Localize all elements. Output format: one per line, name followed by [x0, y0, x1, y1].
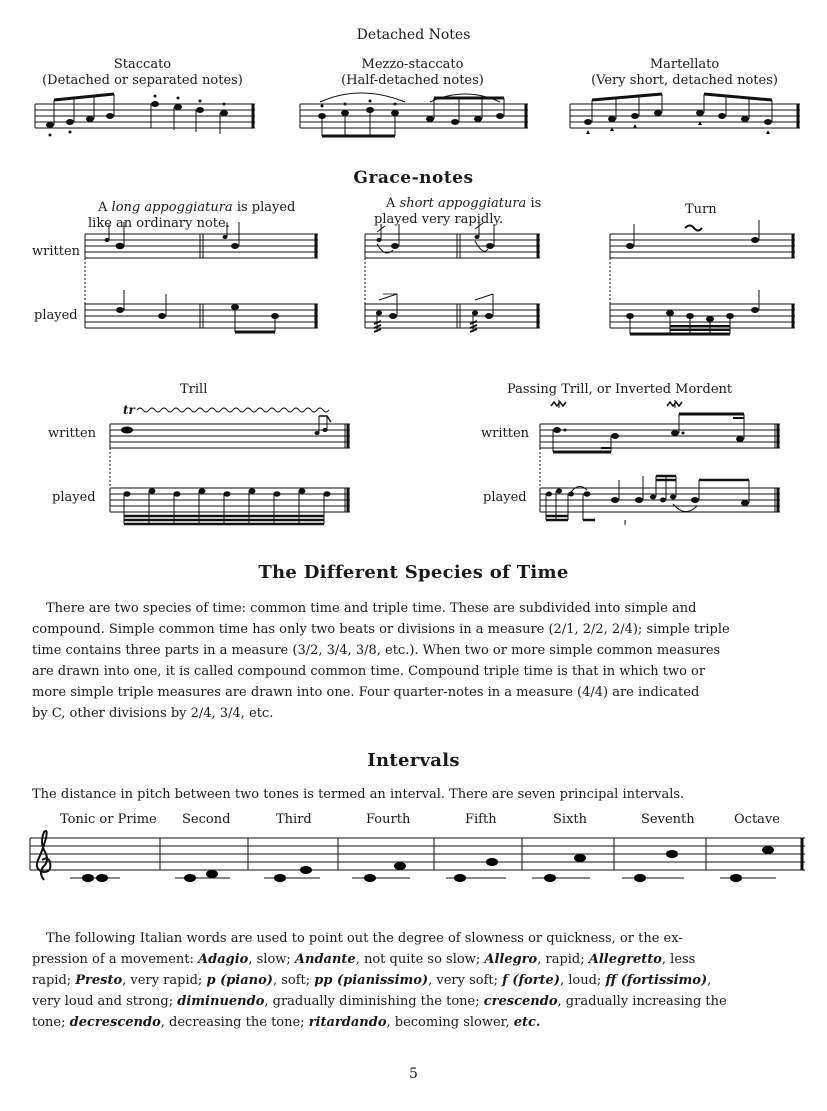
short-appoggiatura-caption [386, 196, 541, 211]
long-appoggiatura-written [85, 222, 318, 258]
text-run: , not quite so slow; [355, 952, 485, 967]
text-run: tone; [32, 1015, 70, 1030]
text-run: pp (pianissimo) [314, 973, 429, 988]
passing-trill-written [540, 400, 780, 452]
text-run: ritardando [308, 1015, 387, 1030]
staccato-desc: (Detached or separated notes) [42, 73, 243, 88]
text-run: pression of a movement: [32, 952, 199, 967]
intervals-intro: The distance in pitch between two tones is termed an interval. There are seven principal intervals. [32, 787, 685, 802]
detached-notes-title: Detached Notes [356, 27, 471, 43]
species-line: time contains three parts in a measure (3/2, 3/4, 3/8, etc.). When two or more simple common measures [32, 643, 721, 658]
trill-sign-text: tr [123, 403, 135, 417]
trill-written-label: written [48, 426, 97, 441]
text-run: Andante [294, 952, 356, 967]
detached-notes-staves [30, 92, 800, 142]
turn-label: Turn [685, 202, 717, 217]
interval-name: Tonic or Prime [60, 812, 157, 827]
staccato-label: Staccato [113, 57, 172, 72]
text-run: , gradually diminishing the tone; [264, 994, 484, 1009]
text-run: Adagio [198, 952, 249, 967]
passing-trill-played [540, 476, 780, 525]
turn-written [610, 220, 795, 258]
text-run: , less [661, 952, 696, 967]
species-line: more simple triple measures are drawn into one. Four quarter-notes in a measure (4/4) are indicated [32, 685, 700, 700]
trill-played [110, 488, 350, 524]
text-run: ff (fortissimo) [605, 973, 708, 988]
species-line: by C, other divisions by 2/4, 3/4, etc. [32, 706, 274, 721]
intervals-title: Intervals [367, 750, 460, 771]
interval-name: Octave [734, 812, 780, 827]
text-run: , rapid; [537, 952, 589, 967]
text-run: very loud and strong; [32, 994, 178, 1009]
turn-played [610, 290, 795, 334]
text-run: etc. [513, 1015, 541, 1030]
interval-name: Fifth [465, 812, 497, 827]
caption-emphasis: long appoggiatura [111, 200, 233, 215]
text-run: Allegretto [588, 952, 662, 967]
interval-name: Second [182, 812, 231, 827]
trill-written [110, 403, 350, 448]
text-run: Presto [75, 973, 123, 988]
text-run: f (forte) [502, 973, 560, 988]
interval-name: Fourth [366, 812, 411, 827]
caption-text: A [386, 196, 400, 211]
italian-line [32, 991, 804, 1012]
written-label: written [32, 244, 81, 259]
species-line: are drawn into one, it is called compound common time. Compound triple time is that in which two or [32, 664, 706, 679]
species-of-time-title: The Different Species of Time [258, 562, 569, 583]
italian-line [32, 1012, 804, 1033]
martellato-label: Martellato [649, 57, 720, 72]
text-run: , very soft; [428, 973, 503, 988]
text-run: crescendo [483, 994, 558, 1009]
passing-trill-title: Passing Trill, or Inverted Mordent [507, 382, 733, 397]
long-appoggiatura-caption [98, 200, 295, 215]
italian-terms-paragraph [32, 928, 804, 1033]
text-run: decrescendo [69, 1015, 161, 1030]
species-line: compound. Simple common time has only two beats or divisions in a measure (2/1, 2/2, 2/4); simple triple [32, 622, 730, 637]
italian-line [32, 949, 804, 970]
grace-notes-staves [80, 228, 800, 338]
text-run: diminuendo [177, 994, 265, 1009]
text-run: , loud; [559, 973, 606, 988]
played-label: played [34, 308, 78, 323]
caption-emphasis: short appoggiatura [399, 196, 527, 211]
caption-text: is [526, 196, 542, 211]
long-appoggiatura-caption-2: like an ordinary note. [88, 216, 230, 231]
text-run: , [707, 973, 712, 988]
text-run: , slow; [248, 952, 295, 967]
text-run: , decreasing the tone; [160, 1015, 309, 1030]
interval-name: Sixth [553, 812, 587, 827]
mezzo-staccato-desc: (Half-detached notes) [341, 73, 484, 88]
caption-text: A [98, 200, 112, 215]
species-line: There are two species of time: common time and triple time. These are subdivided into simple and [46, 601, 697, 616]
text-run: , very rapid; [122, 973, 207, 988]
text-run: , soft; [272, 973, 315, 988]
interval-name: Seventh [641, 812, 695, 827]
text-run: Allegro [484, 952, 538, 967]
intervals-staff [30, 826, 810, 882]
trill-title: Trill [180, 382, 208, 397]
italian-line [32, 970, 804, 991]
passing-played-label: played [483, 490, 527, 505]
grace-notes-title: Grace-notes [353, 168, 474, 188]
staccato-staff [35, 94, 255, 137]
text-run: , becoming slower, [386, 1015, 514, 1030]
mezzo-staccato-label: Mezzo-staccato [361, 57, 464, 72]
italian-line: The following Italian words are used to point out the degree of slowness or quickness, or the ex- [46, 931, 683, 946]
passing-written-label: written [481, 426, 530, 441]
trill-played-label: played [52, 490, 96, 505]
species-of-time-paragraph [32, 598, 802, 724]
interval-name: Third [276, 812, 312, 827]
short-appoggiatura-played [365, 294, 540, 332]
short-appoggiatura-written [365, 222, 540, 258]
text-run: , gradually increasing the [557, 994, 727, 1009]
martellato-desc: (Very short, detached notes) [591, 73, 778, 88]
martellato-staff [570, 94, 800, 134]
short-appoggiatura-caption-2: played very rapidly. [374, 212, 504, 227]
long-appoggiatura-played [85, 290, 318, 332]
trill-staves [105, 400, 785, 530]
mezzo-staccato-staff [300, 93, 528, 136]
page-number: 5 [409, 1066, 418, 1082]
caption-text: is played [232, 200, 296, 215]
text-run: p (piano) [206, 973, 273, 988]
text-run: rapid; [32, 973, 76, 988]
